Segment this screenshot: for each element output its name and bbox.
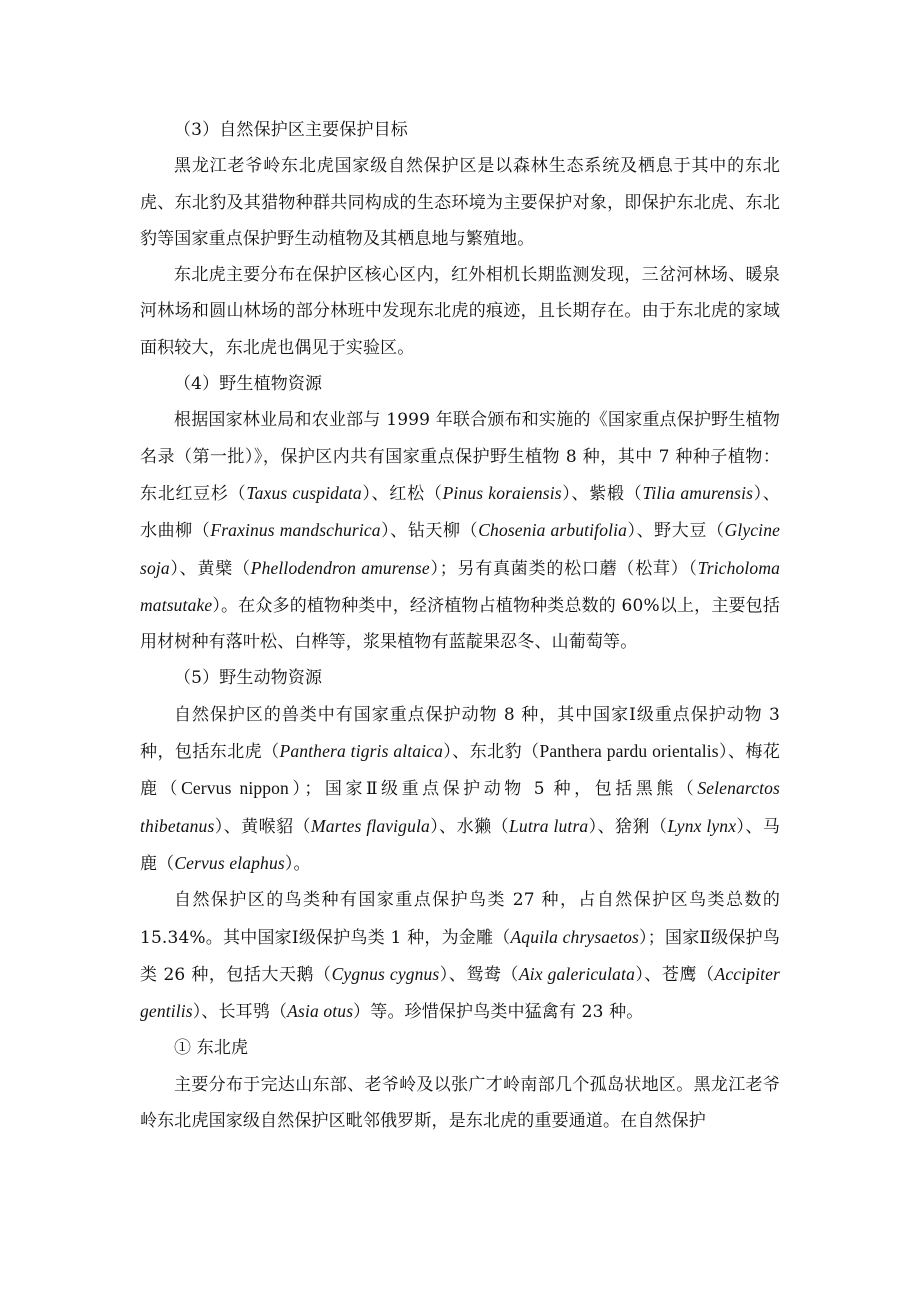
species-name: Lutra lutra [509,815,589,836]
text-run: ）、水獭（ [429,816,510,837]
species-name: Accipiter gentilis [140,963,781,1022]
species-name: Phellodendron amurense [250,557,430,578]
species-name: Aquila chrysaetos [510,926,639,947]
text-run: 自然保护区的鸟类种有国家重点保护鸟类 27 种，占自然保护区鸟类总数的 15.34%。其中国家Ⅰ级保护鸟类 1 种，为金雕（ [140,890,780,948]
text-run: ）、鸳鸯（ [439,964,519,985]
section-3-paragraph-2: 东北虎主要分布在保护区核心区内，红外相机长期监测发现，三岔河林场、暖泉河林场和圆山林场的部分林班中发现东北虎的痕迹，且长期存在。由于东北虎的家域面积较大，东北虎也偶见于实验区。 [140,265,780,358]
text-run: ）、钻天柳（ [380,521,479,542]
species-name: Glycine soja [140,520,781,578]
species-name: Martes flavigula [311,815,430,836]
tiger-paragraph-1: 主要分布于完达山东部、老爷岭及以张广才岭南部几个孤岛状地区。黑龙江老爷岭东北虎国家级自然保护区毗邻俄罗斯，是东北虎的重要通道。在自然保护 [140,1074,780,1132]
species-name: Tricholoma matsutake [140,557,781,615]
document-body [140,112,780,1139]
text-run: ）；国家Ⅱ级保护鸟类 26 种，包括大天鹅（ [140,927,781,985]
section-3-paragraph-1: 黑龙江老爷岭东北虎国家级自然保护区是以森林生态系统及栖息于其中的东北虎、东北豹及其猎物种群共同构成的生态环境为主要保护对象，即保护东北虎、东北豹等国家重点保护野生动植物及其栖息地与繁殖地。 [140,156,780,249]
text-run: ）等。珍惜保护鸟类中猛禽有 23 种。 [353,1002,644,1023]
text-run: ）、黄檗（ [169,558,251,579]
section-4-heading: （4）野生植物资源 [174,374,323,395]
text-run: ）；国家Ⅱ级重点保护动物 5 种，包括黑熊（ [288,779,698,800]
species-name: Aix galericulata [518,963,635,984]
text-run: ）、长耳鸮（ [192,1002,288,1023]
species-name: Fraxinus mandschurica [210,520,381,541]
text-run: ）、黄喉貂（ [214,816,312,837]
text-run: ）。在众多的植物种类中，经济植物占植物种类总数的 60%以上，主要包括用材树种有落叶松、白桦等，浆果植物有蓝靛果忍冬、山葡萄等。 [140,595,780,653]
text-run: ）、梅花鹿（ [140,742,780,800]
section-3-heading: （3）自然保护区主要保护目标 [174,120,408,140]
species-name: Lynx lynx [667,815,737,836]
section-5-heading: （5）野生动物资源 [174,668,323,689]
species-name: Chosenia arbutifolia [478,520,628,541]
species-name: Cygnus cygnus [331,963,440,984]
species-name: Panthera tigris altaica [279,741,444,762]
text-run: ）。 [284,853,311,874]
text-run: ）、苍鹰（ [634,964,715,985]
tiger-subheading: ① 东北虎 [174,1038,249,1059]
text-run: ）、紫椴（ [561,483,643,504]
text-run: ）、红松（ [361,483,443,504]
text-run: ）；另有真菌类的松口蘑（松茸）（ [429,558,698,579]
text-run: ）、猞猁（ [588,816,668,837]
section-5-paragraph-2 [140,882,780,1030]
species-name: Cervus nippon [181,778,289,799]
species-name: Taxus cuspidata [246,482,362,503]
section-4-paragraph-1 [140,402,780,660]
species-name: Selenarctos thibetanus [140,778,780,836]
species-name: Cervus elaphus [174,852,285,873]
text-run: ）、水曲柳（ [140,483,781,542]
text-run: ）、东北豹（ [443,742,540,763]
text-run: 根据国家林业局和农业部与 1999 年联合颁布和实施的《国家重点保护野生植物名录（第一批）》，保护区内共有国家重点保护野生植物 8 种，其中 7 种种子植物：东北红豆杉（ [140,410,780,504]
species-name: Tilia amurensis [642,482,754,503]
section-5-paragraph-1 [140,697,780,882]
text-run: ）、野大豆（ [627,521,725,542]
species-name: Asia otus [287,1001,354,1022]
text-run: 自然保护区的兽类中有国家重点保护动物 8 种，其中国家Ⅰ级重点保护动物 3 种，包括东北虎（ [140,704,780,763]
species-name: Panthera pardu orientalis [539,741,719,762]
text-run: ）、马鹿（ [140,816,781,874]
species-name: Pinus koraiensis [442,482,562,503]
